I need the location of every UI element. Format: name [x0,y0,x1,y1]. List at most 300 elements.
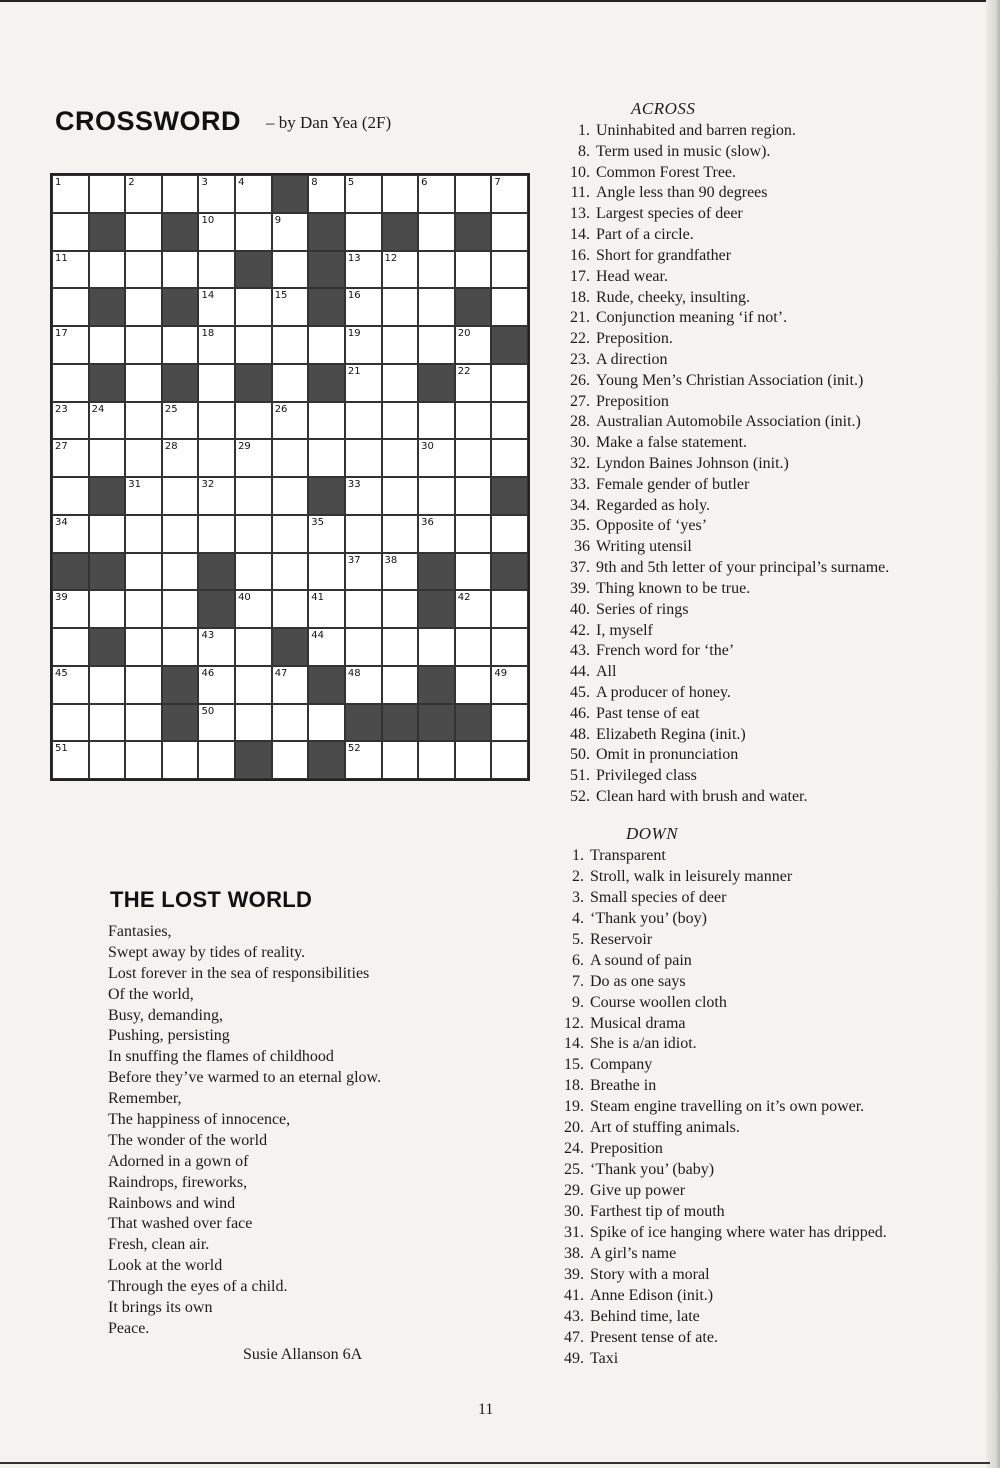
grid-cell[interactable] [272,590,309,628]
grid-cell[interactable] [125,288,162,326]
grid-cell[interactable] [235,439,272,477]
clue-number: 7. [572,972,584,990]
grid-cell[interactable] [52,704,89,742]
clue-number: 1. [578,122,590,139]
grid-cell[interactable] [125,590,162,628]
grid-cell-black [89,364,126,402]
grid-cell[interactable] [308,515,345,553]
down-clue [556,1307,887,1328]
grid-cell[interactable] [345,213,382,251]
clue-number: 16 [347,290,361,302]
grid-cell[interactable] [345,553,382,591]
poem-line: Of the world, [108,985,194,1003]
clue-number: 28 [164,441,178,453]
grid-cell[interactable] [382,553,419,591]
grid-cell[interactable] [52,326,89,364]
grid-cell[interactable] [125,175,162,213]
clue-number: 42. [570,621,590,639]
clue-number: 27. [570,392,590,410]
page-binding-edge [986,0,1000,1468]
clue-number: 33 [347,479,361,490]
grid-cell[interactable] [382,439,419,477]
grid-cell[interactable] [491,666,528,704]
grid-cell[interactable] [345,175,382,213]
grid-cell[interactable] [235,326,272,364]
grid-cell[interactable] [382,666,419,704]
grid-cell-black [235,364,272,402]
grid-cell[interactable] [491,439,528,477]
grid-cell[interactable] [125,553,162,591]
grid-cell[interactable] [198,402,235,440]
grid-cell[interactable] [418,288,455,326]
grid-cell[interactable] [89,666,126,704]
clue-text: Female gender of butler [596,475,750,493]
grid-cell[interactable] [198,213,235,251]
down-clue [556,1118,887,1139]
grid-cell[interactable] [382,251,419,289]
grid-cell[interactable] [89,326,126,364]
grid-cell[interactable] [198,477,235,515]
grid-cell[interactable] [272,288,309,326]
grid-cell[interactable] [198,288,235,326]
grid-cell[interactable] [125,515,162,553]
grid-cell[interactable] [491,175,528,213]
grid-cell[interactable] [455,477,492,515]
down-clue-list [556,846,887,1369]
grid-cell[interactable] [455,666,492,704]
clue-text: Musical drama [590,1014,686,1032]
clue-number: 35. [570,517,590,535]
grid-cell[interactable] [198,251,235,289]
grid-cell[interactable] [345,477,382,515]
clue-number: 2. [572,867,584,885]
grid-cell[interactable] [89,704,126,742]
grid-cell[interactable] [272,402,309,440]
poem-line: Fresh, clean air. [108,1236,210,1254]
grid-cell[interactable] [345,288,382,326]
grid-cell[interactable] [345,364,382,402]
grid-cell-black [491,477,528,515]
grid-cell[interactable] [272,251,309,289]
grid-cell[interactable] [52,402,89,440]
grid-cell[interactable] [491,288,528,326]
grid-cell[interactable] [418,477,455,515]
grid-cell[interactable] [162,590,199,628]
clue-text: ‘Thank you’ (baby) [590,1161,715,1179]
grid-cell[interactable] [418,439,455,477]
grid-cell[interactable] [308,175,345,213]
grid-cell[interactable] [52,741,89,779]
grid-cell[interactable] [235,213,272,251]
clue-number: 2 [128,177,135,188]
grid-cell[interactable] [162,439,199,477]
clue-number: 52. [570,788,590,805]
grid-cell[interactable] [455,326,492,364]
grid-cell[interactable] [345,628,382,666]
grid-cell[interactable] [198,515,235,553]
clue-text: Series of rings [596,600,689,618]
clue-number: 34 [55,516,68,528]
grid-cell[interactable] [272,364,309,402]
across-clue [562,371,889,392]
across-clue [562,288,889,309]
grid-cell[interactable] [491,704,528,742]
grid-cell[interactable] [418,402,455,440]
grid-cell[interactable] [491,515,528,553]
grid-cell[interactable] [272,666,309,704]
grid-cell[interactable] [198,704,235,742]
grid-cell-black [162,288,199,326]
grid-cell[interactable] [345,515,382,553]
grid-cell-black [491,326,528,364]
grid-cell[interactable] [52,175,89,213]
clue-number: 37 [347,554,361,566]
clue-number: 39 [55,592,68,604]
grid-cell[interactable] [382,515,419,553]
clue-number: 43 [201,630,215,641]
clue-number: 30. [564,1202,584,1220]
grid-cell[interactable] [491,741,528,779]
clue-text: Company [590,1056,653,1074]
grid-cell-black [198,590,235,628]
grid-cell[interactable] [52,590,89,628]
grid-cell[interactable] [125,704,162,742]
grid-cell[interactable] [418,175,455,213]
grid-cell[interactable] [89,251,126,289]
grid-cell[interactable] [308,553,345,591]
clue-number: 18. [570,288,590,306]
grid-cell-black [308,213,345,251]
clue-number: 37. [570,559,590,577]
grid-cell[interactable] [89,741,126,779]
grid-cell[interactable] [345,666,382,704]
grid-cell[interactable] [235,402,272,440]
clue-number: 24. [564,1140,584,1158]
grid-cell[interactable] [308,439,345,477]
clue-number: 14 [201,290,215,302]
clue-number: 43. [564,1307,584,1325]
grid-cell[interactable] [308,704,345,742]
grid-cell[interactable] [162,515,199,553]
poem-line: Fantasies, [108,923,172,940]
top-rule [0,0,990,2]
down-clue [556,1160,887,1181]
grid-cell[interactable] [272,439,309,477]
clue-number: 11. [570,184,590,202]
clue-number: 3. [572,888,584,906]
grid-cell[interactable] [52,251,89,289]
down-clue [556,972,887,993]
grid-cell[interactable] [125,326,162,364]
grid-cell[interactable] [455,439,492,477]
grid-cell[interactable] [198,666,235,704]
across-clue [562,246,889,267]
across-clue [562,745,889,766]
down-clue [556,846,887,867]
grid-cell[interactable] [52,515,89,553]
clue-text: Angle less than 90 degrees [596,184,768,202]
clue-number: 9. [572,993,584,1011]
grid-cell[interactable] [235,553,272,591]
grid-cell[interactable] [382,175,419,213]
grid-cell[interactable] [162,402,199,440]
grid-cell[interactable] [455,628,492,666]
across-clue [562,225,889,246]
clue-number: 34. [570,496,590,514]
grid-cell[interactable] [491,628,528,666]
grid-cell[interactable] [162,251,199,289]
across-clue [562,183,889,204]
grid-cell[interactable] [382,288,419,326]
grid-cell-black [455,704,492,742]
grid-cell[interactable] [162,477,199,515]
clue-number: 22 [457,365,471,377]
grid-cell[interactable] [345,402,382,440]
grid-cell[interactable] [235,666,272,704]
down-clue [556,1349,887,1370]
across-clue [562,412,889,433]
grid-cell[interactable] [455,590,492,628]
grid-cell-black [89,553,126,591]
grid-cell-black [89,213,126,251]
clue-text: Course woollen cloth [590,993,727,1011]
clue-text: Conjunction meaning ‘if not’. [596,309,788,327]
grid-cell-black [308,666,345,704]
crossword-title: CROSSWORD [55,106,241,136]
down-clue [556,1244,887,1265]
clue-number: 27 [55,441,68,453]
grid-cell[interactable] [272,326,309,364]
grid-cell[interactable] [125,477,162,515]
grid-cell[interactable] [418,628,455,666]
grid-cell[interactable] [491,364,528,402]
grid-cell[interactable] [345,251,382,289]
grid-cell[interactable] [162,175,199,213]
clue-number: 36 [421,516,434,528]
grid-cell[interactable] [162,741,199,779]
grid-cell[interactable] [308,628,345,666]
grid-cell[interactable] [345,590,382,628]
across-clue [562,163,889,184]
grid-cell[interactable] [455,515,492,553]
grid-cell-black [345,704,382,742]
grid-cell[interactable] [235,175,272,213]
grid-cell-black [308,288,345,326]
grid-cell[interactable] [272,213,309,251]
grid-cell[interactable] [345,741,382,779]
grid-cell[interactable] [198,439,235,477]
clue-number: 50. [570,746,590,764]
grid-cell[interactable] [418,326,455,364]
grid-cell[interactable] [455,402,492,440]
grid-cell[interactable] [345,439,382,477]
poem-line: It brings its own [108,1299,213,1317]
across-clue [562,662,889,683]
grid-cell-black [162,364,199,402]
grid-cell[interactable] [235,477,272,515]
poem-line: Raindrops, fireworks, [108,1173,248,1191]
grid-cell[interactable] [382,628,419,666]
clue-text: Do as one says [590,972,686,990]
grid-cell[interactable] [418,213,455,251]
clue-number: 38 [384,554,398,566]
grid-cell[interactable] [198,175,235,213]
grid-cell[interactable] [418,251,455,289]
grid-cell[interactable] [272,477,309,515]
grid-cell[interactable] [125,741,162,779]
grid-cell-black [418,704,455,742]
clue-number: 14. [564,1035,584,1053]
grid-cell[interactable] [382,590,419,628]
grid-cell[interactable] [382,477,419,515]
grid-cell[interactable] [382,326,419,364]
grid-cell[interactable] [272,515,309,553]
grid-cell[interactable] [162,628,199,666]
clue-number: 25 [164,403,178,415]
grid-cell[interactable] [382,741,419,779]
across-clue [562,475,889,496]
across-clue [562,641,889,662]
grid-cell[interactable] [491,213,528,251]
grid-cell[interactable] [235,515,272,553]
grid-cell[interactable] [162,326,199,364]
grid-cell[interactable] [125,364,162,402]
grid-cell[interactable] [52,364,89,402]
grid-cell[interactable] [125,666,162,704]
grid-cell[interactable] [455,553,492,591]
grid-cell[interactable] [125,402,162,440]
grid-cell-black [272,175,309,213]
grid-cell[interactable] [418,741,455,779]
grid-cell[interactable] [235,288,272,326]
poem-line: That washed over face [108,1215,253,1233]
grid-cell-black [89,628,126,666]
clue-text: Common Forest Tree. [596,163,737,181]
clue-number: 33. [570,475,590,493]
clue-number: 4. [572,909,584,927]
grid-cell[interactable] [272,741,309,779]
grid-cell[interactable] [52,477,89,515]
down-clue [556,951,887,972]
grid-cell[interactable] [455,364,492,402]
down-clue [556,930,887,951]
grid-cell[interactable] [89,590,126,628]
grid-cell[interactable] [198,741,235,779]
poem-line: The wonder of the world [108,1131,268,1149]
grid-cell[interactable] [162,553,199,591]
grid-cell[interactable] [198,628,235,666]
clue-number: 44 [311,630,325,641]
clue-text: Past tense of eat [596,704,700,722]
down-clue [556,1265,887,1286]
grid-cell[interactable] [89,515,126,553]
grid-cell[interactable] [52,288,89,326]
clue-text: A producer of honey. [596,683,731,701]
grid-cell[interactable] [52,666,89,704]
grid-cell[interactable] [198,364,235,402]
grid-cell[interactable] [52,439,89,477]
clue-number: 48 [347,667,361,679]
clue-text: Preposition. [596,330,673,348]
clue-text: Privileged class [596,767,697,785]
down-clue [556,1034,887,1055]
clue-text: Steam engine travelling on it’s own power. [590,1098,865,1116]
grid-cell[interactable] [235,628,272,666]
grid-cell[interactable] [491,402,528,440]
clue-number: 32 [201,479,215,490]
grid-cell-black [235,251,272,289]
grid-cell[interactable] [308,326,345,364]
grid-cell[interactable] [235,590,272,628]
grid-cell[interactable] [125,213,162,251]
grid-cell[interactable] [272,553,309,591]
clue-number: 51 [55,743,68,755]
grid-cell[interactable] [125,628,162,666]
down-clue [556,1139,887,1160]
clue-number: 9 [274,214,282,226]
grid-cell-black [418,590,455,628]
grid-cell[interactable] [89,402,126,440]
down-clue [556,1055,887,1076]
grid-cell[interactable] [345,326,382,364]
grid-cell-black [235,741,272,779]
clue-text: Spike of ice hanging where water has dripped. [590,1223,887,1241]
grid-cell[interactable] [272,704,309,742]
grid-cell-black [89,477,126,515]
grid-cell-black [272,628,309,666]
clue-number: 35 [311,516,325,528]
poem-line: Remember, [108,1090,182,1108]
grid-cell[interactable] [418,515,455,553]
clue-number: 32. [570,455,590,472]
clue-text: Largest species of deer [596,205,743,223]
clue-text: Anne Edison (init.) [590,1286,714,1304]
grid-cell[interactable] [455,175,492,213]
clue-number: 6 [421,177,428,188]
grid-cell[interactable] [455,251,492,289]
clue-text: Uninhabited and barren region. [596,122,796,139]
grid-cell-black [308,251,345,289]
grid-cell[interactable] [235,704,272,742]
clue-text: Rude, cheeky, insulting. [596,288,751,306]
poem-line: Busy, demanding, [108,1006,223,1024]
grid-cell[interactable] [125,439,162,477]
bottom-rule [0,1462,990,1464]
grid-cell[interactable] [198,326,235,364]
clue-number: 45. [570,683,590,701]
grid-cell[interactable] [52,213,89,251]
clue-text: Lyndon Baines Johnson (init.) [596,455,789,472]
grid-cell[interactable] [382,402,419,440]
grid-cell[interactable] [491,590,528,628]
clue-number: 18. [564,1077,584,1095]
grid-cell[interactable] [455,741,492,779]
across-clue [562,392,889,413]
clue-number: 15. [564,1056,584,1074]
grid-cell[interactable] [382,364,419,402]
clue-number: 6. [572,951,584,969]
grid-cell[interactable] [308,590,345,628]
grid-cell[interactable] [491,251,528,289]
clue-text: Reservoir [590,930,653,948]
grid-cell[interactable] [308,402,345,440]
grid-cell[interactable] [125,251,162,289]
grid-cell[interactable] [89,175,126,213]
clue-number: 25. [564,1161,584,1179]
grid-cell[interactable] [89,439,126,477]
clue-text: She is a/an idiot. [590,1035,697,1053]
grid-cell[interactable] [52,628,89,666]
